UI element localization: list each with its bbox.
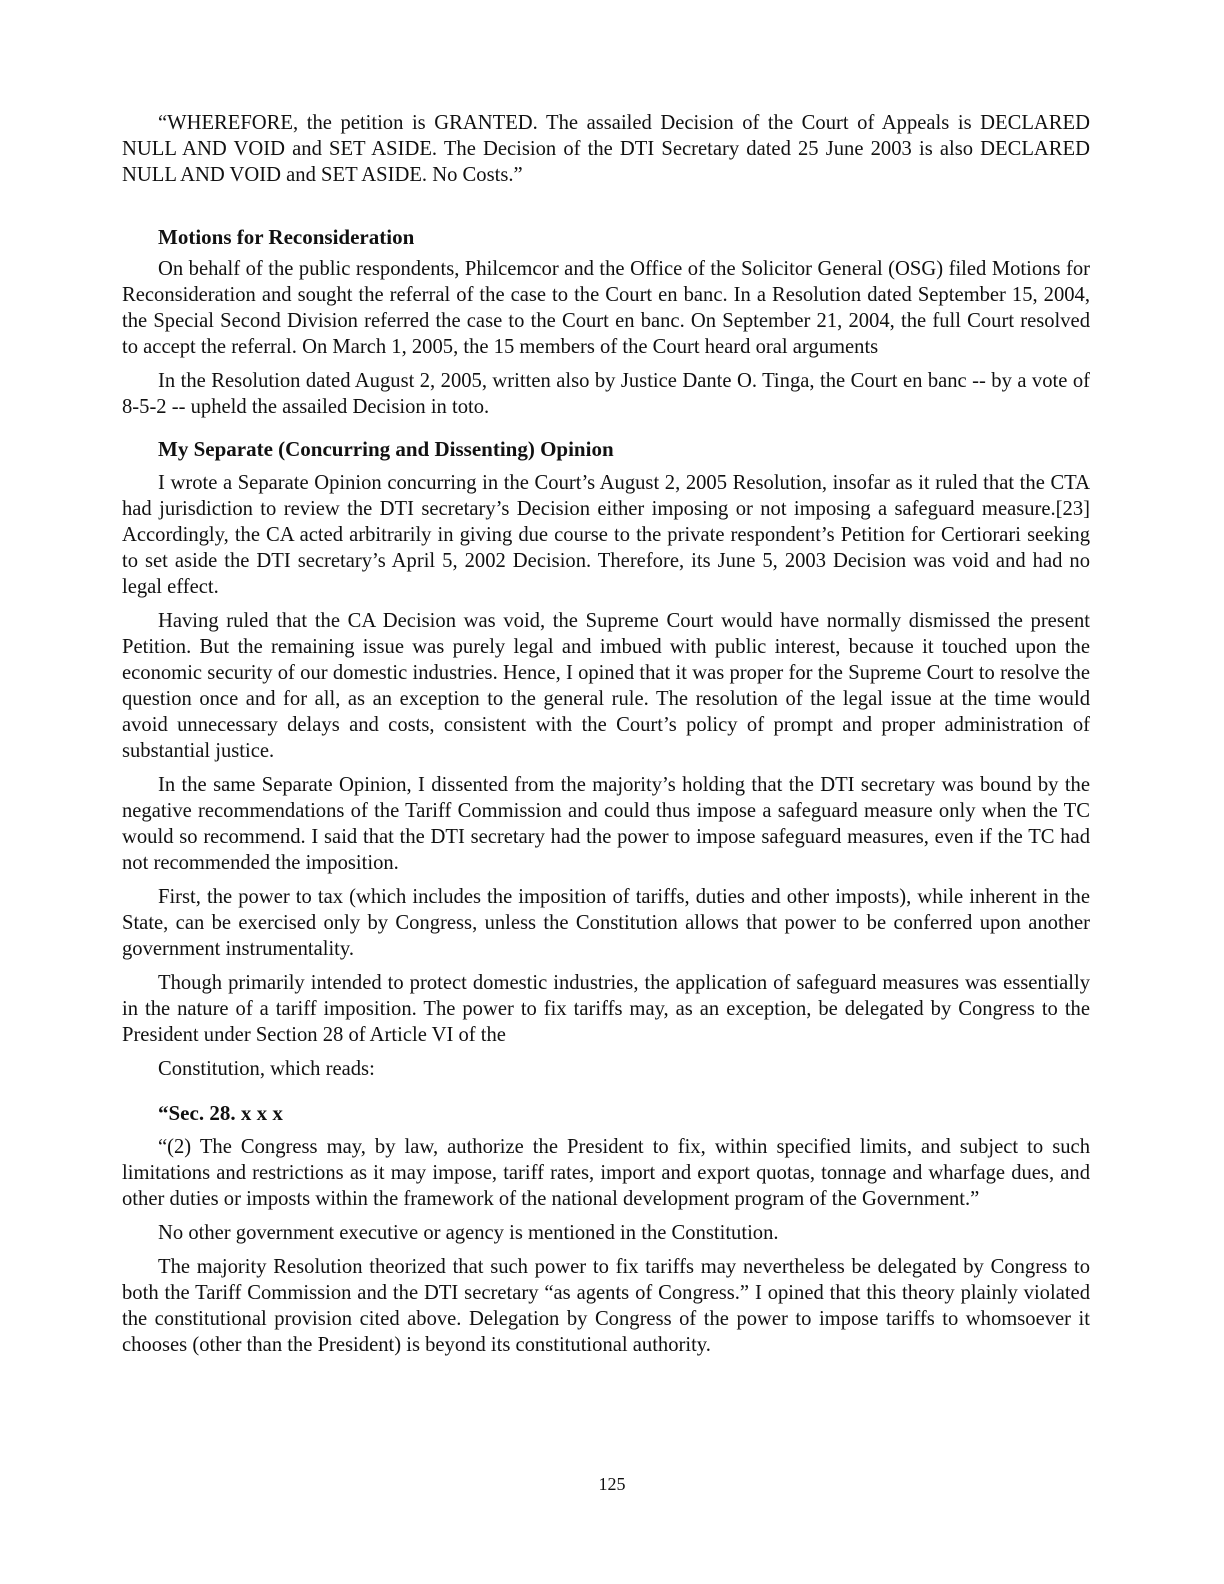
paragraph-no-other-agency: No other government executive or agency is mentioned in the Constitution. — [158, 1222, 779, 1244]
heading-sec-28: “Sec. 28. x x x — [158, 1101, 283, 1125]
paragraph-power-to-tax: First, the power to tax (which includes the imposition of tariffs, duties and other imposts), while inherent in the State, can be exercised only by Congress, unless the Constitution allows that power to be conferred upon another government instrumentality. — [122, 886, 1090, 960]
spacer — [122, 876, 1090, 884]
spacer — [122, 600, 1090, 608]
spacer — [122, 1246, 1090, 1254]
spacer — [122, 1212, 1090, 1220]
paragraph-majority-resolution: The majority Resolution theorized that such power to fix tariffs may nevertheless be delegated by Congress to both the Tariff Commission and the DTI secretary “as agents of Congress.” I opined that this theory plainly violated the constitutional provision cited above. Delegation by Congress of the power to impose tariffs to whomsoever it chooses (other than the President) is beyond its constitutional authority. — [122, 1256, 1090, 1356]
spacer — [122, 764, 1090, 772]
document-page — [122, 110, 1090, 1358]
heading-separate-opinion: My Separate (Concurring and Dissenting) Opinion — [158, 437, 614, 461]
paragraph-dissent: In the same Separate Opinion, I dissented from the majority’s holding that the DTI secretary was bound by the negative recommendations of the Tariff Commission and could thus impose a safeguard measure only when the TC would so recommend. I said that the DTI secretary had the power to impose safeguard measures, even if the TC had not recommended the imposition. — [122, 774, 1090, 874]
spacer — [122, 1082, 1090, 1100]
paragraph-constitution-reads: Constitution, which reads: — [158, 1058, 375, 1080]
paragraph-separate-opinion: I wrote a Separate Opinion concurring in the Court’s August 2, 2005 Resolution, insofar as it ruled that the CTA had jurisdiction to review the DTI secretary’s Decision either imposing or not imposing a safeguard measure.[23] Accordingly, the CA acted arbitrarily in giving due course to the private respondent’s Petition for Certiorari seeking to set aside the DTI secretary’s April 5, 2002 Decision. Therefore, its June 5, 2003 Decision was void and had no legal effect. — [122, 472, 1090, 598]
page-number: 125 — [598, 1474, 626, 1494]
paragraph-ca-decision-void: Having ruled that the CA Decision was void, the Supreme Court would have normally dismissed the present Petition. But the remaining issue was purely legal and imbued with public interest, because it touched upon the economic security of our domestic industries. Hence, I opined that it was proper for the Supreme Court to resolve the question once and for all, as an exception to the general rule. The resolution of the legal issue at the time would avoid unnecessary delays and costs, consistent with the Court’s policy of prompt and proper administration of substantial justice. — [122, 610, 1090, 762]
spacer — [122, 420, 1090, 436]
paragraph-resolution-august: In the Resolution dated August 2, 2005, written also by Justice Dante O. Tinga, the Court en banc -- by a vote of 8-5-2 -- upheld the assailed Decision in toto. — [122, 370, 1090, 418]
spacer — [122, 360, 1090, 368]
spacer — [122, 962, 1090, 970]
paragraph-safeguard-measures: Though primarily intended to protect domestic industries, the application of safeguard measures was essentially in the nature of a tariff imposition. The power to fix tariffs may, as an exception, be delegated by Congress to the President under Section 28 of Article VI of the — [122, 972, 1090, 1046]
paragraph-motions: On behalf of the public respondents, Philcemcor and the Office of the Solicitor General (OSG) filed Motions for Reconsideration and sought the referral of the case to the Court en banc. In a Resolution dated September 15, 2004, the Special Second Division referred the case to the Court en banc. On September 21, 2004, the full Court resolved to accept the referral. On March 1, 2005, the 15 members of the Court heard oral arguments — [122, 258, 1090, 358]
spacer — [122, 1048, 1090, 1056]
paragraph-wherefore-quote: “WHEREFORE, the petition is GRANTED. The assailed Decision of the Court of Appeals is DECLARED NULL AND VOID and SET ASIDE. The Decision of the DTI Secretary dated 25 June 2003 is also DECLARED NULL AND VOID and SET ASIDE. No Costs.” — [122, 112, 1090, 186]
spacer — [122, 188, 1090, 224]
paragraph-constitutional-provision: “(2) The Congress may, by law, authorize the President to fix, within specified limits, and subject to such limitations and restrictions as it may impose, tariff rates, import and export quotas, tonnage and wharfage dues, and other duties or imposts within the framework of the national development program of the Government.” — [122, 1136, 1090, 1210]
heading-motions-for-reconsideration: Motions for Reconsideration — [158, 225, 415, 249]
